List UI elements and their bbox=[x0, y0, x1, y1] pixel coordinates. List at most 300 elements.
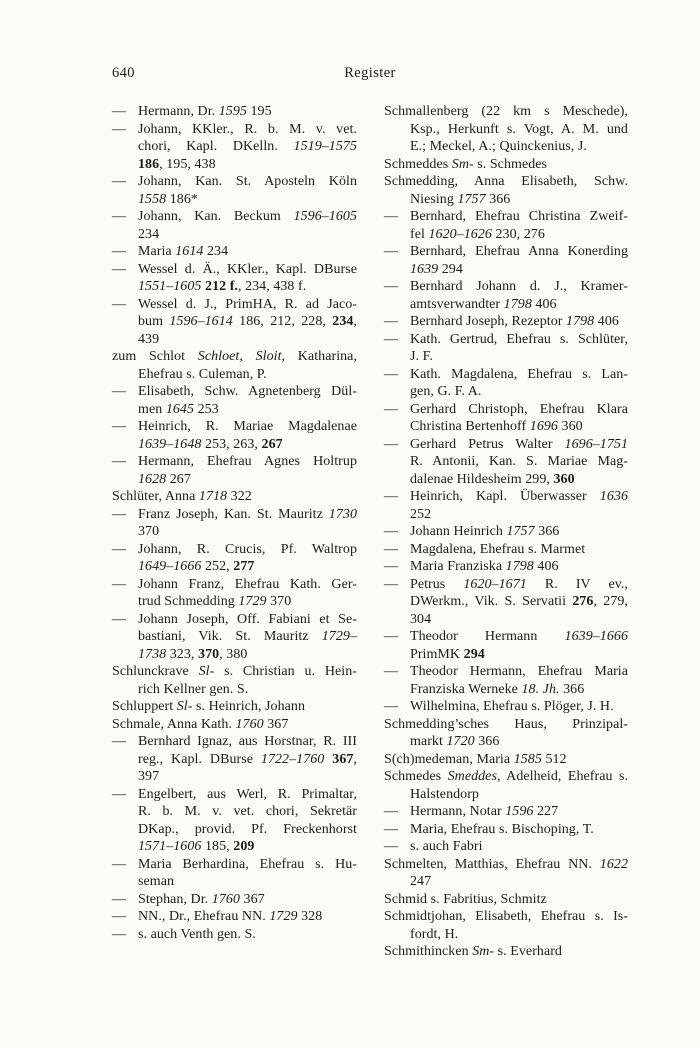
index-entry bbox=[384, 698, 628, 716]
entry-text: NN., Dr., Ehefrau NN. bbox=[138, 909, 270, 924]
index-entry bbox=[384, 156, 628, 174]
entry-dash: — bbox=[384, 541, 399, 557]
entry-line bbox=[112, 698, 357, 716]
entry-line bbox=[384, 173, 628, 191]
entry-line bbox=[384, 908, 628, 926]
italic-text: 1596–1605 bbox=[293, 209, 357, 224]
entry-text: 367 bbox=[263, 716, 289, 732]
entry-line bbox=[410, 663, 628, 681]
entry-line bbox=[384, 891, 628, 909]
entry-line bbox=[410, 786, 628, 804]
entry-line bbox=[410, 471, 628, 489]
entry-line bbox=[410, 418, 628, 436]
entry-text: chori, Kapl. DKelln. bbox=[138, 139, 294, 154]
italic-text: 1757 bbox=[457, 191, 486, 207]
entry-text: Hermann, Ehefrau Agnes Holtrup bbox=[138, 454, 357, 469]
bold-page-ref: 186 bbox=[138, 156, 160, 172]
entry-text: 253 bbox=[194, 401, 219, 417]
bold-page-ref: 234 bbox=[332, 314, 354, 329]
entry-text: Johann Franz, Ehefrau Kath. Ger- bbox=[138, 576, 357, 592]
entry-text: DWerkm., Vik. S. Servatii bbox=[410, 594, 573, 609]
entry-text: Schluppert bbox=[112, 699, 177, 714]
entry-dash: — bbox=[112, 296, 127, 312]
entry-dash: — bbox=[112, 104, 127, 119]
entry-line bbox=[138, 313, 357, 331]
entry-text: Schlüter, Anna bbox=[112, 489, 199, 504]
index-entry bbox=[112, 173, 357, 208]
entry-text: Hermann, Notar bbox=[410, 804, 506, 819]
italic-text: 1718 bbox=[198, 489, 228, 504]
index-entry bbox=[384, 803, 628, 821]
right-column bbox=[384, 103, 628, 961]
italic-text: 1620–1671 bbox=[463, 576, 527, 592]
entry-dash: — bbox=[384, 366, 399, 382]
entry-text: PrimMK bbox=[410, 646, 464, 662]
entry-line bbox=[384, 943, 628, 961]
entry-line bbox=[410, 243, 628, 261]
entry-line bbox=[410, 838, 628, 856]
entry-text: R. b. M. v. vet. chori, Sekretär bbox=[138, 804, 357, 819]
entry-text: Kath. Magdalena, Ehefrau s. Lan- bbox=[410, 366, 628, 382]
bold-page-ref: 277 bbox=[233, 559, 255, 574]
entry-text: 328 bbox=[297, 909, 323, 924]
entry-text: Magdalena, Ehefrau s. Marmet bbox=[410, 541, 586, 557]
bold-page-ref: 367 bbox=[332, 751, 354, 767]
entry-text: Bernhard Johann d. J., Kramer- bbox=[410, 279, 628, 294]
entry-text: 366 bbox=[474, 734, 500, 749]
entry-line bbox=[138, 593, 357, 611]
entry-text: 439 bbox=[138, 331, 160, 347]
italic-text: 1585 bbox=[513, 751, 542, 767]
index-entry bbox=[384, 943, 628, 961]
index-entry bbox=[384, 908, 628, 943]
italic-text: 1696–1751 bbox=[564, 436, 628, 452]
entry-line bbox=[138, 208, 357, 226]
entry-text: s. auch Venth gen. S. bbox=[138, 926, 256, 942]
entry-text: bastiani, Vik. St. Mauritz bbox=[138, 629, 322, 644]
index-entry bbox=[384, 838, 628, 856]
entry-line bbox=[410, 821, 628, 839]
entry-text: , bbox=[353, 314, 357, 329]
entry-line bbox=[138, 576, 357, 594]
entry-dash: — bbox=[384, 664, 399, 679]
entry-line bbox=[410, 313, 628, 331]
entry-line bbox=[138, 681, 357, 699]
entry-dash: — bbox=[384, 489, 399, 504]
entry-text: dalenae Hildesheim 299, bbox=[410, 471, 554, 487]
entry-line bbox=[410, 698, 628, 716]
entry-text: reg., Kapl. DBurse bbox=[138, 751, 261, 767]
italic-text: 1720 bbox=[446, 734, 475, 749]
entry-dash: — bbox=[384, 576, 399, 592]
entry-dash: — bbox=[384, 331, 399, 347]
italic-text: 1760 bbox=[235, 716, 264, 732]
entry-line bbox=[138, 523, 357, 541]
entry-text: 322 bbox=[227, 489, 252, 504]
entry-text: 406 bbox=[531, 296, 557, 312]
entry-line bbox=[384, 768, 628, 786]
entry-line bbox=[410, 348, 628, 366]
entry-text: rich Kellner gen. S. bbox=[138, 681, 249, 697]
entry-text: Franz Joseph, Kan. St. Mauritz bbox=[138, 506, 329, 522]
entry-text: Schmale, Anna Kath. bbox=[112, 716, 236, 732]
entry-text: , Adelheid, Ehefrau s. bbox=[496, 769, 628, 784]
bold-page-ref: 276 bbox=[572, 594, 594, 609]
index-entry bbox=[112, 576, 357, 611]
entry-line bbox=[410, 733, 628, 751]
entry-text: fordt, H. bbox=[410, 926, 459, 942]
left-column bbox=[112, 103, 357, 961]
entry-text: 512 bbox=[541, 751, 567, 767]
entry-text: 252 bbox=[410, 506, 432, 522]
entry-text: DKap., provid. Pf. Freckenhorst bbox=[138, 821, 357, 837]
index-entry bbox=[384, 278, 628, 313]
entry-text: gen, G. F. A. bbox=[410, 384, 482, 399]
entry-line bbox=[138, 926, 357, 944]
entry-text: men bbox=[138, 401, 166, 417]
entry-line bbox=[138, 506, 357, 524]
index-entry bbox=[112, 348, 357, 383]
index-entry bbox=[112, 383, 357, 418]
entry-text: Kath. Gertrud, Ehefrau s. Schlüter, bbox=[410, 331, 628, 347]
italic-text: 1571–1606 bbox=[138, 839, 202, 854]
entry-text: Maria, Ehefrau s. Bischoping, T. bbox=[410, 821, 594, 837]
entry-text: s. Heinrich, Johann bbox=[192, 699, 306, 714]
entry-line bbox=[138, 786, 357, 804]
italic-text: 1730 bbox=[328, 506, 357, 522]
index-entry bbox=[384, 751, 628, 769]
index-entry bbox=[384, 821, 628, 839]
entry-text: , Katharina, bbox=[281, 349, 357, 364]
entry-line bbox=[410, 558, 628, 576]
entry-text: Johann, KKler., R. b. M. v. vet. bbox=[138, 121, 357, 137]
entry-dash: — bbox=[112, 454, 127, 469]
index-entry bbox=[112, 786, 357, 856]
entry-line bbox=[112, 348, 357, 366]
entry-line bbox=[410, 873, 628, 891]
entry-text: Heinrich, Kapl. Überwasser bbox=[410, 489, 600, 504]
entry-text: 234 bbox=[138, 226, 160, 242]
entry-dash: — bbox=[384, 279, 399, 294]
entry-line bbox=[138, 296, 357, 314]
entry-dash: — bbox=[112, 261, 127, 277]
entry-line bbox=[410, 331, 628, 349]
entry-line bbox=[384, 856, 628, 874]
entry-dash: — bbox=[112, 611, 127, 627]
entry-line bbox=[138, 226, 357, 244]
italic-text: 1798 bbox=[566, 314, 595, 329]
entry-line bbox=[138, 751, 357, 769]
entry-dash: — bbox=[112, 209, 127, 224]
entry-line bbox=[112, 716, 357, 734]
entry-text: Halstendorp bbox=[410, 786, 479, 802]
italic-text: Schloet, Sloit bbox=[197, 349, 282, 364]
entry-text: 195 bbox=[246, 104, 272, 119]
entry-text: 227 bbox=[533, 804, 559, 819]
entry-dash: — bbox=[112, 121, 127, 137]
entry-text: 186, 212, 228, bbox=[232, 314, 333, 329]
index-entry bbox=[384, 541, 628, 559]
index-entry bbox=[112, 418, 357, 453]
entry-text: Niesing bbox=[410, 191, 458, 207]
entry-text: Hermann, Dr. bbox=[138, 104, 219, 119]
italic-text: 1596–1614 bbox=[169, 314, 233, 329]
italic-text: 1519–1575 bbox=[293, 139, 357, 154]
entry-line bbox=[138, 803, 357, 821]
entry-text: 370 bbox=[138, 524, 160, 539]
entry-line bbox=[410, 681, 628, 699]
entry-text: Bernhard Joseph, Rezeptor bbox=[410, 314, 567, 329]
entry-line bbox=[384, 716, 628, 734]
entry-dash: — bbox=[112, 506, 127, 522]
index-entry bbox=[384, 366, 628, 401]
entry-text: 360 bbox=[557, 419, 583, 434]
entry-text: amtsverwandter bbox=[410, 296, 504, 312]
italic-text: 1551–1605 bbox=[138, 279, 202, 294]
italic-text: Sl- bbox=[198, 664, 215, 679]
index-entry bbox=[112, 506, 357, 541]
entry-dash: — bbox=[112, 576, 127, 592]
index-entry bbox=[112, 488, 357, 506]
index-entry bbox=[112, 261, 357, 296]
entry-line bbox=[410, 436, 628, 454]
italic-text: 1596 bbox=[505, 804, 534, 819]
italic-text: 1757 bbox=[506, 524, 535, 539]
index-entry bbox=[112, 296, 357, 349]
index-entry bbox=[384, 208, 628, 243]
index-entry bbox=[112, 891, 357, 909]
entry-line bbox=[138, 103, 357, 121]
entry-line bbox=[138, 453, 357, 471]
entry-text: , 195, 438 bbox=[159, 156, 216, 172]
entry-text: Wessel d. Ä., KKler., Kapl. DBurse bbox=[138, 261, 357, 277]
entry-line bbox=[138, 891, 357, 909]
italic-text: 18. Jh. bbox=[521, 681, 560, 697]
index-entry bbox=[384, 436, 628, 489]
entry-dash: — bbox=[112, 384, 127, 399]
entry-line bbox=[138, 838, 357, 856]
entry-text: 230, 276 bbox=[491, 226, 545, 242]
entry-line bbox=[138, 401, 357, 419]
entry-line bbox=[138, 873, 357, 891]
index-entry bbox=[384, 576, 628, 629]
entry-text: Schmeddes bbox=[384, 156, 452, 172]
entry-dash: — bbox=[384, 436, 399, 452]
index-entry bbox=[384, 488, 628, 523]
entry-text: Wessel d. J., PrimHA, R. ad Jaco- bbox=[138, 296, 357, 312]
index-entry bbox=[384, 628, 628, 663]
entry-line bbox=[410, 593, 628, 611]
entry-line bbox=[410, 628, 628, 646]
italic-text: 1738 bbox=[138, 646, 167, 662]
entry-text: Schmithincken bbox=[384, 944, 473, 959]
index-entry bbox=[384, 768, 628, 803]
index-entry bbox=[384, 313, 628, 331]
entry-text: 267 bbox=[166, 471, 191, 487]
index-entry bbox=[112, 698, 357, 716]
entry-text: 366 bbox=[485, 191, 511, 207]
entry-dash: — bbox=[112, 541, 127, 557]
italic-text: 1620–1626 bbox=[428, 226, 492, 242]
entry-line bbox=[138, 908, 357, 926]
entry-dash: — bbox=[112, 419, 127, 434]
bold-page-ref: 294 bbox=[463, 646, 485, 662]
running-title: Register bbox=[344, 65, 396, 81]
entry-text: Schmid s. Fabritius, Schmitz bbox=[384, 891, 547, 907]
entry-line bbox=[138, 138, 357, 156]
entry-line bbox=[410, 506, 628, 524]
bold-page-ref: 212 f. bbox=[205, 279, 238, 294]
entry-line bbox=[138, 856, 357, 874]
bold-page-ref: 360 bbox=[553, 471, 575, 487]
entry-dash: — bbox=[384, 629, 399, 644]
index-entry bbox=[384, 558, 628, 576]
entry-line bbox=[410, 523, 628, 541]
index-entry bbox=[112, 733, 357, 786]
entry-text: s. Christian u. Hein- bbox=[214, 664, 358, 679]
entry-text: Stephan, Dr. bbox=[138, 891, 212, 907]
index-entry bbox=[384, 331, 628, 366]
italic-text: 1639–1648 bbox=[138, 436, 202, 452]
entry-text: 186* bbox=[166, 191, 198, 207]
index-entry bbox=[384, 856, 628, 891]
entry-text: Ehefrau s. Culeman, P. bbox=[138, 366, 267, 382]
entry-line bbox=[138, 156, 357, 174]
entry-dash: — bbox=[112, 926, 127, 942]
bold-page-ref: 370 bbox=[198, 646, 220, 662]
entry-line bbox=[138, 173, 357, 191]
entry-dash: — bbox=[384, 804, 399, 819]
entry-text: Elisabeth, Schw. Agnetenberg Dül- bbox=[138, 384, 357, 399]
entry-line bbox=[410, 926, 628, 944]
entry-line bbox=[138, 733, 357, 751]
entry-text: 366 bbox=[534, 524, 560, 539]
index-entry bbox=[384, 891, 628, 909]
entry-text: Bernhard Ignaz, aus Horstnar, R. III bbox=[138, 734, 357, 749]
entry-line bbox=[138, 278, 357, 296]
index-entry bbox=[112, 663, 357, 698]
entry-line bbox=[410, 121, 628, 139]
italic-text: 1636 bbox=[599, 489, 628, 504]
entry-text: R. IV ev., bbox=[526, 576, 628, 592]
entry-line bbox=[138, 436, 357, 454]
entry-text: s. Schmedes bbox=[473, 156, 548, 172]
entry-text: Schmidtjohan, Elisabeth, Ehefrau s. Is- bbox=[384, 909, 628, 924]
entry-line bbox=[410, 138, 628, 156]
index-entry bbox=[384, 243, 628, 278]
entry-dash: — bbox=[384, 559, 399, 574]
entry-dash: — bbox=[112, 244, 127, 259]
entry-line bbox=[410, 576, 628, 594]
entry-text: zum Schlot bbox=[112, 349, 198, 364]
entry-text: Schmallenberg (22 km s Meschede), bbox=[384, 104, 628, 119]
entry-line bbox=[138, 558, 357, 576]
entry-text: Ksp., Herkunft s. Vogt, A. M. und bbox=[410, 121, 628, 137]
entry-text: fel bbox=[410, 226, 429, 242]
entry-line bbox=[138, 418, 357, 436]
entry-line bbox=[112, 663, 357, 681]
entry-line bbox=[410, 453, 628, 471]
italic-text: 1798 bbox=[505, 559, 534, 574]
entry-text: 234 bbox=[203, 244, 229, 259]
entry-text: Johann, Kan. Beckum bbox=[138, 209, 294, 224]
entry-line bbox=[410, 401, 628, 419]
entry-text: Schmedding’sches Haus, Prinzipal- bbox=[384, 716, 628, 732]
entry-text: s. auch Fabri bbox=[410, 839, 483, 854]
entry-text: Theodor Hermann bbox=[410, 629, 565, 644]
entry-dash: — bbox=[384, 524, 399, 539]
entry-text: 247 bbox=[410, 874, 432, 889]
entry-line bbox=[138, 646, 357, 664]
entry-line bbox=[138, 471, 357, 489]
bold-page-ref: 209 bbox=[233, 839, 255, 854]
index-entry bbox=[112, 541, 357, 576]
entry-line bbox=[112, 488, 357, 506]
entry-text: 366 bbox=[559, 681, 585, 697]
entry-text: Franziska Werneke bbox=[410, 681, 522, 697]
entry-text: 323, bbox=[166, 646, 199, 662]
entry-text: E.; Meckel, A.; Quinckenius, J. bbox=[410, 139, 587, 154]
entry-line bbox=[138, 383, 357, 401]
entry-line bbox=[410, 208, 628, 226]
italic-text: 1649–1666 bbox=[138, 559, 202, 574]
entry-text: Petrus bbox=[410, 576, 464, 592]
entry-dash: — bbox=[384, 401, 399, 417]
italic-text: 1729 bbox=[269, 909, 298, 924]
entry-text: Schmelten, Matthias, Ehefrau NN. bbox=[384, 856, 600, 872]
entry-text: 406 bbox=[594, 314, 619, 329]
entry-text: Gerhard Petrus Walter bbox=[410, 436, 565, 452]
entry-dash: — bbox=[112, 174, 127, 189]
entry-dash: — bbox=[112, 734, 127, 749]
entry-text: Wilhelmina, Ehefrau s. Plöger, J. H. bbox=[410, 699, 614, 714]
index-entry bbox=[384, 173, 628, 208]
entry-text: Schmedding, Anna Elisabeth, Schw. bbox=[384, 174, 628, 189]
entry-line bbox=[384, 156, 628, 174]
entry-text: 304 bbox=[410, 611, 432, 627]
entry-line bbox=[384, 103, 628, 121]
entry-line bbox=[138, 331, 357, 349]
entry-text: Bernhard, Ehefrau Anna Konerding bbox=[410, 244, 628, 259]
entry-text: Maria Berhardina, Ehefrau s. Hu- bbox=[138, 856, 357, 872]
page-number: 640 bbox=[112, 65, 135, 81]
entry-dash: — bbox=[384, 314, 399, 329]
italic-text: 1639 bbox=[410, 261, 439, 277]
entry-text: 253, 263, bbox=[201, 436, 262, 452]
entry-line bbox=[138, 366, 357, 384]
entry-text: Johann, R. Crucis, Pf. Waltrop bbox=[138, 541, 357, 557]
index-entry bbox=[112, 453, 357, 488]
entry-dash: — bbox=[384, 821, 399, 837]
entry-line bbox=[410, 366, 628, 384]
entry-line bbox=[410, 541, 628, 559]
italic-text: 1760 bbox=[211, 891, 240, 907]
entry-text: Maria bbox=[138, 244, 176, 259]
entry-dash: — bbox=[384, 209, 399, 224]
page-header bbox=[112, 64, 628, 82]
entry-line bbox=[384, 751, 628, 769]
entry-line bbox=[138, 768, 357, 786]
index-entry bbox=[112, 716, 357, 734]
entry-line bbox=[410, 488, 628, 506]
entry-text: Theodor Hermann, Ehefrau Maria bbox=[410, 664, 628, 679]
entry-line bbox=[138, 121, 357, 139]
entry-text: 397 bbox=[138, 769, 160, 784]
entry-text: Johann, Kan. St. Aposteln Köln bbox=[138, 174, 357, 189]
entry-text: , 234, 438 f. bbox=[237, 279, 307, 294]
index-entry bbox=[112, 926, 357, 944]
entry-dash: — bbox=[112, 856, 127, 872]
